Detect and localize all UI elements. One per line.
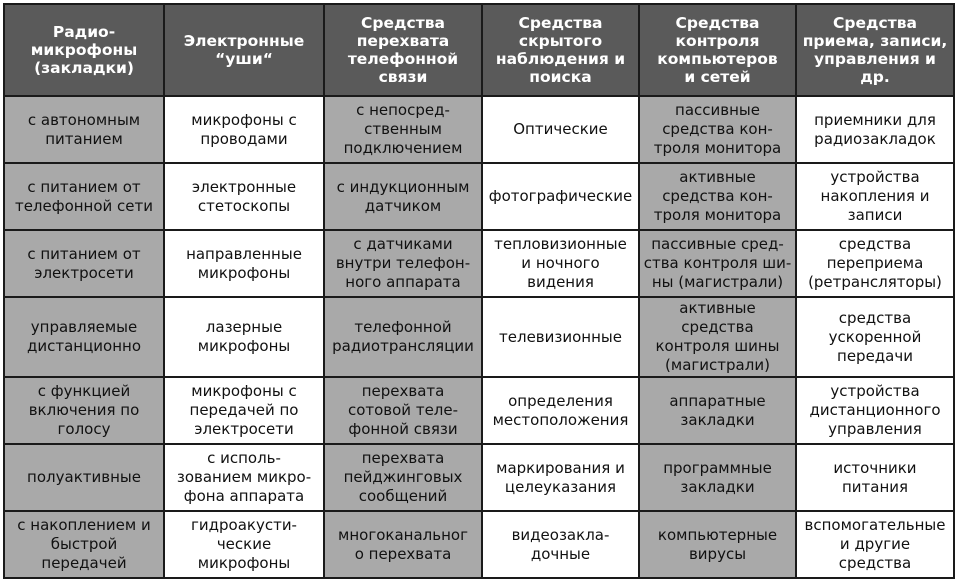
cell-text: компьютерные вирусы	[657, 525, 778, 563]
cell-text: определения местоположения	[492, 391, 629, 429]
table-cell	[796, 444, 954, 511]
cell-text: маркирования и целеуказания	[496, 458, 625, 496]
header-label: Средства скрытого наблюдения и поиска	[495, 14, 626, 86]
table-cell	[164, 444, 324, 511]
surveillance-means-table	[3, 3, 955, 579]
table-cell	[796, 377, 954, 444]
table-cell	[482, 377, 639, 444]
table-cell	[324, 230, 482, 297]
table-cell	[482, 96, 639, 163]
cell-text: устройства дистанционного управления	[809, 382, 941, 438]
cell-text: вспомогательные и другие средства	[804, 516, 946, 572]
cell-text: перехвата сотовой теле- фонной связи	[347, 382, 459, 438]
cell-text: полуактивные	[27, 468, 141, 486]
cell-text: микрофоны с проводами	[191, 110, 297, 148]
cell-text: многоканальног о перехвата	[338, 525, 468, 563]
table-cell	[639, 377, 796, 444]
cell-text: с питанием от электросети	[27, 244, 141, 282]
table-cell	[639, 163, 796, 230]
cell-text: телефонной радиотрансляции	[332, 318, 474, 355]
cell-text: активные средства контроля шины (магистрали)	[655, 299, 780, 374]
header-label: Радио- микрофоны (закладки)	[30, 23, 138, 77]
cell-text: с датчиками внутри телефон- ного аппарата	[335, 235, 471, 291]
cell-text: перехвата пейджинговых сообщений	[343, 449, 463, 505]
cell-text: с питанием от телефонной сети	[14, 177, 154, 215]
table-row	[4, 297, 954, 377]
table-cell	[324, 96, 482, 163]
table-cell	[639, 444, 796, 511]
table-cell	[324, 511, 482, 578]
header-receive-record	[796, 4, 954, 96]
table-cell	[4, 230, 164, 297]
cell-text: с индукционным датчиком	[336, 177, 470, 215]
cell-text: Оптические	[513, 120, 608, 138]
cell-text: направленные микрофоны	[186, 244, 302, 282]
table-body	[4, 4, 954, 578]
table-cell	[164, 163, 324, 230]
table-cell	[639, 511, 796, 578]
cell-text: средства переприема (ретрансляторы)	[808, 235, 942, 291]
table-cell	[4, 163, 164, 230]
header-label: Электронные “уши“	[183, 32, 305, 68]
table-cell	[796, 163, 954, 230]
table-cell	[324, 297, 482, 377]
cell-text: аппаратные закладки	[669, 391, 766, 429]
table-cell	[164, 96, 324, 163]
cell-text: телевизионные	[499, 327, 622, 346]
cell-text: электронные стетоскопы	[191, 177, 297, 215]
cell-text: фотографические	[488, 187, 633, 205]
header-label: Средства приема, записи, управления и др.	[802, 14, 948, 86]
cell-text: приемники для радиозакладок	[814, 110, 936, 148]
table-cell	[4, 297, 164, 377]
header-label: Средства контроля компьютеров и сетей	[657, 14, 778, 86]
table-row	[4, 377, 954, 444]
header-radio-microphones	[4, 4, 164, 96]
cell-text: управляемые дистанционно	[26, 318, 142, 355]
table-cell	[639, 96, 796, 163]
cell-text: видеозакла- дочные	[511, 525, 610, 563]
header-electronic-ears	[164, 4, 324, 96]
cell-text: лазерные микрофоны	[197, 318, 291, 355]
cell-text: источники питания	[833, 458, 917, 496]
table-cell	[796, 511, 954, 578]
table-cell	[4, 377, 164, 444]
header-row	[4, 4, 954, 96]
table-row	[4, 511, 954, 578]
cell-text: активные средства кон- троля монитора	[653, 168, 782, 224]
table-cell	[482, 444, 639, 511]
cell-text: пассивные средства кон- троля монитора	[653, 101, 782, 157]
table-cell	[164, 511, 324, 578]
table-cell	[796, 96, 954, 163]
cell-text: гидроакусти- ческие микрофоны	[191, 516, 297, 572]
table-cell	[482, 297, 639, 377]
table-cell	[4, 444, 164, 511]
table-row	[4, 444, 954, 511]
table-cell	[164, 377, 324, 444]
cell-text: программные закладки	[663, 458, 772, 496]
cell-text: микрофоны с передачей по электросети	[189, 382, 299, 438]
table-row	[4, 96, 954, 163]
header-phone-interception	[324, 4, 482, 96]
cell-text: с автономным питанием	[27, 110, 141, 148]
cell-text: пассивные сред- ства контроля ши- ны (магистрали)	[643, 235, 792, 291]
header-computer-control	[639, 4, 796, 96]
table-cell	[796, 230, 954, 297]
table-row	[4, 230, 954, 297]
header-covert-surveillance	[482, 4, 639, 96]
table-cell	[639, 230, 796, 297]
cell-text: средства ускоренной передачи	[828, 308, 922, 365]
table-row	[4, 163, 954, 230]
cell-text: тепловизионные и ночного видения	[494, 235, 627, 291]
cell-text: с непосред- ственным подключением	[343, 101, 463, 157]
cell-text: с накоплением и быстрой передачей	[17, 516, 151, 572]
table-cell	[639, 297, 796, 377]
table-cell	[324, 163, 482, 230]
header-label: Средства перехвата телефонной связи	[347, 14, 459, 86]
table-cell	[482, 163, 639, 230]
table-cell	[482, 511, 639, 578]
table-cell	[324, 377, 482, 444]
cell-text: с исполь- зованием микро- фона аппарата	[176, 449, 312, 505]
table-cell	[4, 96, 164, 163]
table-cell	[324, 444, 482, 511]
cell-text: с функцией включения по голосу	[28, 382, 140, 438]
cell-text: устройства накопления и записи	[820, 168, 930, 224]
table-cell	[796, 297, 954, 377]
table-cell	[482, 230, 639, 297]
table-cell	[164, 230, 324, 297]
table-cell	[164, 297, 324, 377]
table-cell	[4, 511, 164, 578]
